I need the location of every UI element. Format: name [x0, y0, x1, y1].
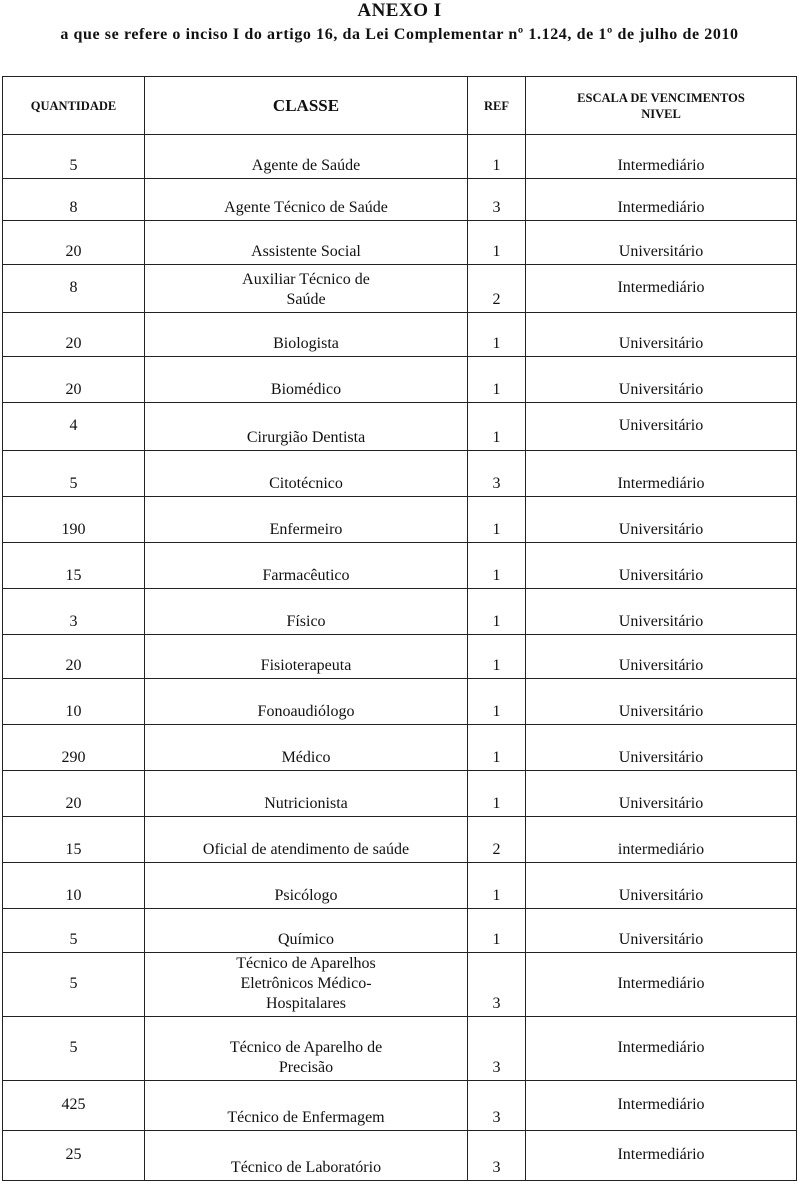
table-row: [3, 909, 797, 953]
cell-nivel-text: Universitário: [618, 931, 704, 948]
cell-ref-text: 1: [492, 703, 501, 720]
cell-nivel: [526, 179, 797, 221]
cell-quantidade: [3, 725, 145, 771]
cell-quantidade-text: 4: [69, 416, 78, 434]
header-escala: ESCALA DE VENCIMENTOS NIVEL: [526, 77, 797, 135]
cell-nivel-text: Universitário: [618, 567, 704, 584]
cell-classe: [145, 817, 468, 863]
cell-nivel: [526, 1081, 797, 1131]
cell-classe-text: Psicólogo: [274, 887, 338, 904]
cell-nivel: [526, 451, 797, 497]
cell-quantidade: [3, 589, 145, 635]
cell-nivel-text: Intermediário: [617, 157, 705, 174]
cell-nivel: [526, 403, 797, 451]
cell-classe-text: Técnico de Aparelho de Precisão: [229, 1039, 383, 1076]
cell-ref-text: 2: [492, 841, 501, 858]
cell-quantidade-text: 190: [61, 521, 86, 538]
table-row: [3, 817, 797, 863]
cell-nivel: [526, 221, 797, 265]
cell-ref: [468, 725, 526, 771]
cell-quantidade-text: 20: [65, 657, 82, 674]
cell-quantidade-text: 5: [69, 974, 78, 992]
cell-nivel: [526, 863, 797, 909]
cell-quantidade-text: 10: [65, 887, 82, 904]
cell-quantidade-text: 20: [65, 243, 82, 260]
cell-quantidade: [3, 179, 145, 221]
cell-ref-text: 3: [492, 1059, 501, 1076]
cell-ref-text: 1: [492, 521, 501, 538]
cell-ref: [468, 1017, 526, 1081]
cell-quantidade-text: 20: [65, 381, 82, 398]
cell-quantidade-text: 15: [65, 841, 82, 858]
cell-ref-text: 1: [492, 381, 501, 398]
document-subtitle: a que se refere o inciso I do artigo 16, da Lei Complementar nº 1.124, de 1º de julho de 2010: [60, 26, 739, 43]
cell-quantidade: [3, 1131, 145, 1181]
cell-quantidade: [3, 221, 145, 265]
cell-classe: [145, 543, 468, 589]
cell-nivel: [526, 725, 797, 771]
cell-classe: [145, 1017, 468, 1081]
table-row: [3, 135, 797, 179]
cell-ref: [468, 265, 526, 313]
table-row: [3, 679, 797, 725]
cell-quantidade-text: 10: [65, 703, 82, 720]
cell-classe: [145, 725, 468, 771]
cell-quantidade: [3, 771, 145, 817]
cell-nivel: [526, 543, 797, 589]
cell-classe-text: Cirurgião Dentista: [246, 429, 366, 446]
cell-classe-text: Farmacêutico: [262, 567, 350, 584]
table-row: [3, 313, 797, 357]
cell-nivel-text: Universitário: [618, 703, 704, 720]
cell-nivel-text: Intermediário: [617, 1038, 705, 1056]
cell-classe-text: Biomédico: [270, 381, 342, 398]
cell-nivel: [526, 589, 797, 635]
cell-ref-text: 3: [492, 1159, 501, 1176]
table-row: [3, 265, 797, 313]
cell-classe-text: Oficial de atendimento de saúde: [202, 841, 410, 858]
cell-nivel: [526, 265, 797, 313]
cell-classe: [145, 909, 468, 953]
cell-classe-text: Nutricionista: [264, 795, 348, 812]
cell-classe: [145, 1081, 468, 1131]
cell-ref: [468, 221, 526, 265]
table-row: [3, 543, 797, 589]
cell-classe: [145, 357, 468, 403]
cell-quantidade-text: 20: [65, 335, 82, 352]
cell-nivel-text: intermediário: [617, 841, 705, 858]
table-row: [3, 863, 797, 909]
cell-quantidade: [3, 1081, 145, 1131]
cell-ref: [468, 135, 526, 179]
cell-quantidade-text: 3: [69, 613, 78, 630]
cell-ref-text: 1: [492, 931, 501, 948]
cell-ref: [468, 451, 526, 497]
table-body: [3, 135, 797, 1181]
cell-classe-text: Citotécnico: [269, 475, 343, 492]
cell-nivel-text: Universitário: [618, 521, 704, 538]
cell-classe: [145, 635, 468, 679]
cell-classe: [145, 953, 468, 1017]
cell-ref-text: 1: [492, 795, 501, 812]
header-quantidade: QUANTIDADE: [3, 77, 145, 135]
cell-ref: [468, 771, 526, 817]
cell-ref-text: 1: [492, 567, 501, 584]
cell-quantidade: [3, 135, 145, 179]
cell-nivel-text: Universitário: [618, 887, 704, 904]
cell-classe: [145, 265, 468, 313]
cell-classe-text: Técnico de Laboratório: [230, 1159, 382, 1176]
cell-classe: [145, 179, 468, 221]
cell-classe: [145, 313, 468, 357]
table-header-row: [3, 77, 797, 135]
cell-ref-text: 1: [492, 887, 501, 904]
cell-nivel-text: Intermediário: [617, 974, 705, 992]
cell-ref-text: 1: [492, 613, 501, 630]
cell-classe-text: Biologista: [273, 335, 339, 352]
cell-classe-text: Assistente Social: [251, 243, 361, 260]
cell-ref: [468, 589, 526, 635]
cell-quantidade: [3, 817, 145, 863]
cell-ref-text: 1: [492, 335, 501, 352]
cell-quantidade: [3, 451, 145, 497]
cell-ref: [468, 817, 526, 863]
table-row: [3, 1131, 797, 1181]
cell-quantidade: [3, 909, 145, 953]
cell-nivel: [526, 953, 797, 1017]
cell-classe-text: Físico: [286, 613, 326, 630]
cell-classe: [145, 135, 468, 179]
cell-nivel: [526, 357, 797, 403]
cell-classe-text: Químico: [278, 931, 334, 948]
table-row: [3, 953, 797, 1017]
table-row: [3, 635, 797, 679]
table-row: [3, 589, 797, 635]
table-row: [3, 403, 797, 451]
cell-ref: [468, 679, 526, 725]
cell-quantidade: [3, 357, 145, 403]
cell-nivel-text: Intermediário: [617, 1145, 705, 1163]
cell-quantidade: [3, 265, 145, 313]
cell-nivel-text: Universitário: [618, 749, 704, 766]
cell-nivel: [526, 635, 797, 679]
cell-ref: [468, 909, 526, 953]
cell-quantidade: [3, 543, 145, 589]
cell-ref-text: 3: [492, 475, 501, 492]
cell-ref-text: 3: [492, 995, 501, 1012]
cell-classe-text: Técnico de Aparelhos Eletrônicos Médico-Hospitalares: [236, 955, 376, 1012]
cell-classe: [145, 451, 468, 497]
cell-classe-text: Médico: [281, 749, 331, 766]
cell-nivel-text: Intermediário: [617, 199, 705, 216]
cell-quantidade: [3, 679, 145, 725]
cell-ref-text: 1: [492, 749, 501, 766]
cell-nivel: [526, 497, 797, 543]
cell-ref-text: 1: [492, 243, 501, 260]
cell-ref: [468, 313, 526, 357]
cell-nivel: [526, 135, 797, 179]
cell-classe: [145, 1131, 468, 1181]
cell-quantidade-text: 8: [69, 199, 78, 216]
table-row: [3, 179, 797, 221]
cell-classe: [145, 771, 468, 817]
table-row: [3, 221, 797, 265]
cell-ref: [468, 403, 526, 451]
cell-classe-text: Auxiliar Técnico de Saúde: [242, 271, 370, 308]
cell-nivel: [526, 1017, 797, 1081]
cell-classe-text: Agente Técnico de Saúde: [224, 199, 388, 216]
cell-nivel-text: Intermediário: [617, 1095, 705, 1113]
table-row: [3, 497, 797, 543]
cell-ref: [468, 543, 526, 589]
cell-quantidade: [3, 953, 145, 1017]
cell-ref-text: 1: [492, 157, 501, 174]
anexo-table: [2, 76, 797, 1181]
cell-quantidade: [3, 863, 145, 909]
cell-classe: [145, 497, 468, 543]
cell-quantidade-text: 8: [69, 278, 78, 296]
cell-ref: [468, 357, 526, 403]
cell-ref-text: 1: [492, 657, 501, 674]
cell-ref: [468, 1081, 526, 1131]
table-row: [3, 451, 797, 497]
document-title: ANEXO I: [357, 0, 442, 21]
cell-nivel-text: Universitário: [618, 795, 704, 812]
cell-nivel-text: Universitário: [618, 243, 704, 260]
table-row: [3, 1017, 797, 1081]
cell-quantidade-text: 15: [65, 567, 82, 584]
cell-quantidade-text: 290: [61, 749, 86, 766]
cell-quantidade: [3, 635, 145, 679]
cell-ref: [468, 635, 526, 679]
cell-classe-text: Agente de Saúde: [251, 157, 361, 174]
cell-nivel: [526, 313, 797, 357]
cell-nivel-text: Intermediário: [617, 278, 705, 296]
cell-quantidade-text: 5: [69, 475, 78, 492]
cell-quantidade-text: 5: [69, 1038, 78, 1056]
table-row: [3, 725, 797, 771]
cell-nivel-text: Universitário: [618, 381, 704, 398]
cell-nivel-text: Intermediário: [617, 475, 705, 492]
cell-ref: [468, 1131, 526, 1181]
table-row: [3, 771, 797, 817]
cell-classe: [145, 589, 468, 635]
cell-quantidade-text: 5: [69, 157, 78, 174]
cell-ref: [468, 953, 526, 1017]
cell-classe: [145, 863, 468, 909]
cell-nivel: [526, 817, 797, 863]
cell-nivel-text: Universitário: [618, 335, 704, 352]
cell-ref-text: 3: [492, 199, 501, 216]
cell-nivel-text: Universitário: [618, 416, 704, 434]
cell-ref-text: 2: [492, 291, 501, 308]
header-ref: REF: [468, 77, 526, 135]
cell-nivel: [526, 771, 797, 817]
cell-nivel: [526, 1131, 797, 1181]
cell-classe: [145, 403, 468, 451]
header-classe: CLASSE: [145, 77, 468, 135]
cell-quantidade-text: 5: [69, 931, 78, 948]
cell-quantidade-text: 425: [61, 1095, 86, 1113]
cell-ref: [468, 863, 526, 909]
cell-quantidade: [3, 403, 145, 451]
cell-ref-text: 3: [492, 1109, 501, 1126]
cell-classe: [145, 679, 468, 725]
cell-ref: [468, 497, 526, 543]
cell-quantidade-text: 25: [65, 1145, 82, 1163]
cell-nivel: [526, 909, 797, 953]
cell-quantidade-text: 20: [65, 795, 82, 812]
table-row: [3, 357, 797, 403]
cell-nivel-text: Universitário: [618, 613, 704, 630]
cell-nivel-text: Universitário: [618, 657, 704, 674]
cell-classe-text: Enfermeiro: [269, 521, 343, 538]
cell-ref: [468, 179, 526, 221]
cell-classe-text: Técnico de Enfermagem: [227, 1109, 385, 1126]
cell-ref-text: 1: [492, 429, 501, 446]
cell-quantidade: [3, 497, 145, 543]
cell-classe-text: Fisioterapeuta: [260, 657, 352, 674]
cell-quantidade: [3, 313, 145, 357]
cell-quantidade: [3, 1017, 145, 1081]
cell-classe-text: Fonoaudiólogo: [257, 703, 355, 720]
table-row: [3, 1081, 797, 1131]
cell-classe: [145, 221, 468, 265]
cell-nivel: [526, 679, 797, 725]
